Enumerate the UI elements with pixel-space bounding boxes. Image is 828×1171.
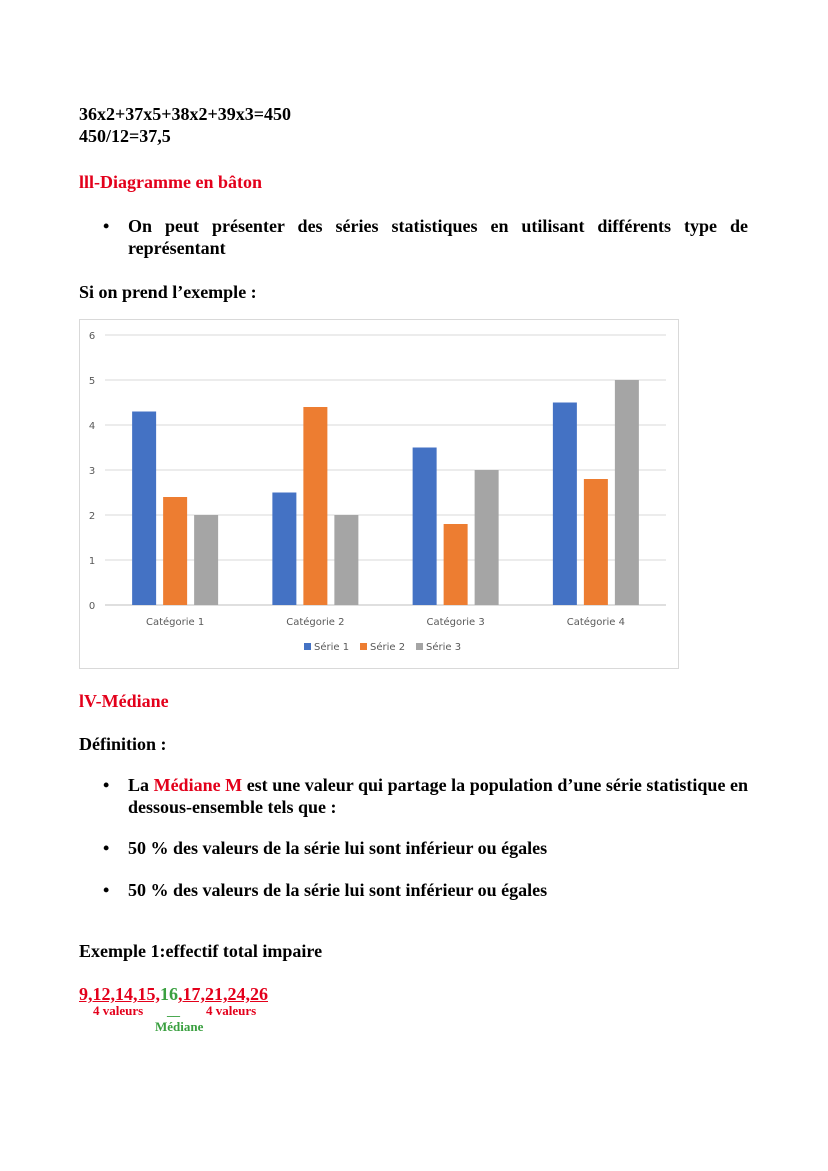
bar (615, 380, 639, 605)
legend-swatch (360, 643, 367, 650)
bullet-icon: • (103, 216, 110, 236)
bar (303, 407, 327, 605)
bar (163, 497, 187, 605)
x-tick-label: Catégorie 4 (566, 617, 625, 628)
calc-line-2: 450/12=37,5 (79, 126, 171, 146)
section-3-title: lll-Diagramme en bâton (79, 172, 262, 192)
y-tick-label: 6 (88, 331, 96, 342)
legend-label: Série 2 (370, 642, 406, 653)
right-count-label: 4 valeurs (206, 1003, 257, 1018)
bar (194, 515, 218, 605)
median-term: Médiane M (153, 775, 243, 795)
y-tick-label: 2 (88, 511, 96, 522)
median-definition (128, 774, 748, 818)
y-tick-label: 1 (88, 556, 96, 567)
calc-line-1: 36x2+37x5+38x2+39x3=450 (79, 104, 292, 124)
y-tick-label: 0 (88, 601, 96, 612)
median-bullet-2: 50 % des valeurs de la série lui sont inférieur ou égales (128, 838, 548, 858)
bar-chart-svg (80, 320, 678, 668)
example-intro: Si on prend l’exemple : (79, 282, 257, 302)
bar (334, 515, 358, 605)
median-bullet-3: 50 % des valeurs de la série lui sont inférieur ou égales (128, 880, 548, 900)
median-def-pre: La (128, 775, 150, 795)
definition-label: Définition : (79, 734, 167, 754)
series-left: 9,12,14,15, (79, 984, 160, 1004)
y-tick-label: 5 (88, 376, 96, 387)
example-1-title: Exemple 1:effectif total impaire (79, 941, 323, 961)
median-def-post: est une valeur qui partage la population d’une série statistique en dessous-ensemble tels que : (128, 775, 748, 817)
legend-label: Série 3 (426, 642, 462, 653)
series-right: ,17,21,24,26 (178, 984, 268, 1004)
section-4-title: lV-Médiane (79, 691, 169, 711)
x-tick-label: Catégorie 1 (146, 617, 205, 628)
bullet-icon: • (103, 880, 110, 900)
bullet-icon: • (103, 775, 110, 795)
bullet-icon: • (103, 838, 110, 858)
x-tick-label: Catégorie 2 (286, 617, 345, 628)
bar (272, 493, 296, 606)
bar (553, 403, 577, 606)
legend-label: Série 1 (314, 642, 350, 653)
example-1-series (79, 983, 268, 1005)
bar (444, 524, 468, 605)
median-value: 16 (160, 984, 178, 1004)
median-marker: __ (167, 1003, 180, 1018)
legend-swatch (416, 643, 423, 650)
y-tick-label: 4 (88, 421, 96, 432)
section-3-bullet-text: On peut présenter des séries statistiques en utilisant différents type de représentant (128, 216, 748, 258)
bar-chart (79, 319, 679, 669)
bar (475, 470, 499, 605)
x-tick-label: Catégorie 3 (426, 617, 485, 628)
bar (132, 412, 156, 606)
bar (413, 448, 437, 606)
legend-swatch (304, 643, 311, 650)
median-label: Médiane (155, 1019, 204, 1034)
y-tick-label: 3 (88, 466, 96, 477)
left-count-label: 4 valeurs (93, 1003, 144, 1018)
bar (584, 479, 608, 605)
